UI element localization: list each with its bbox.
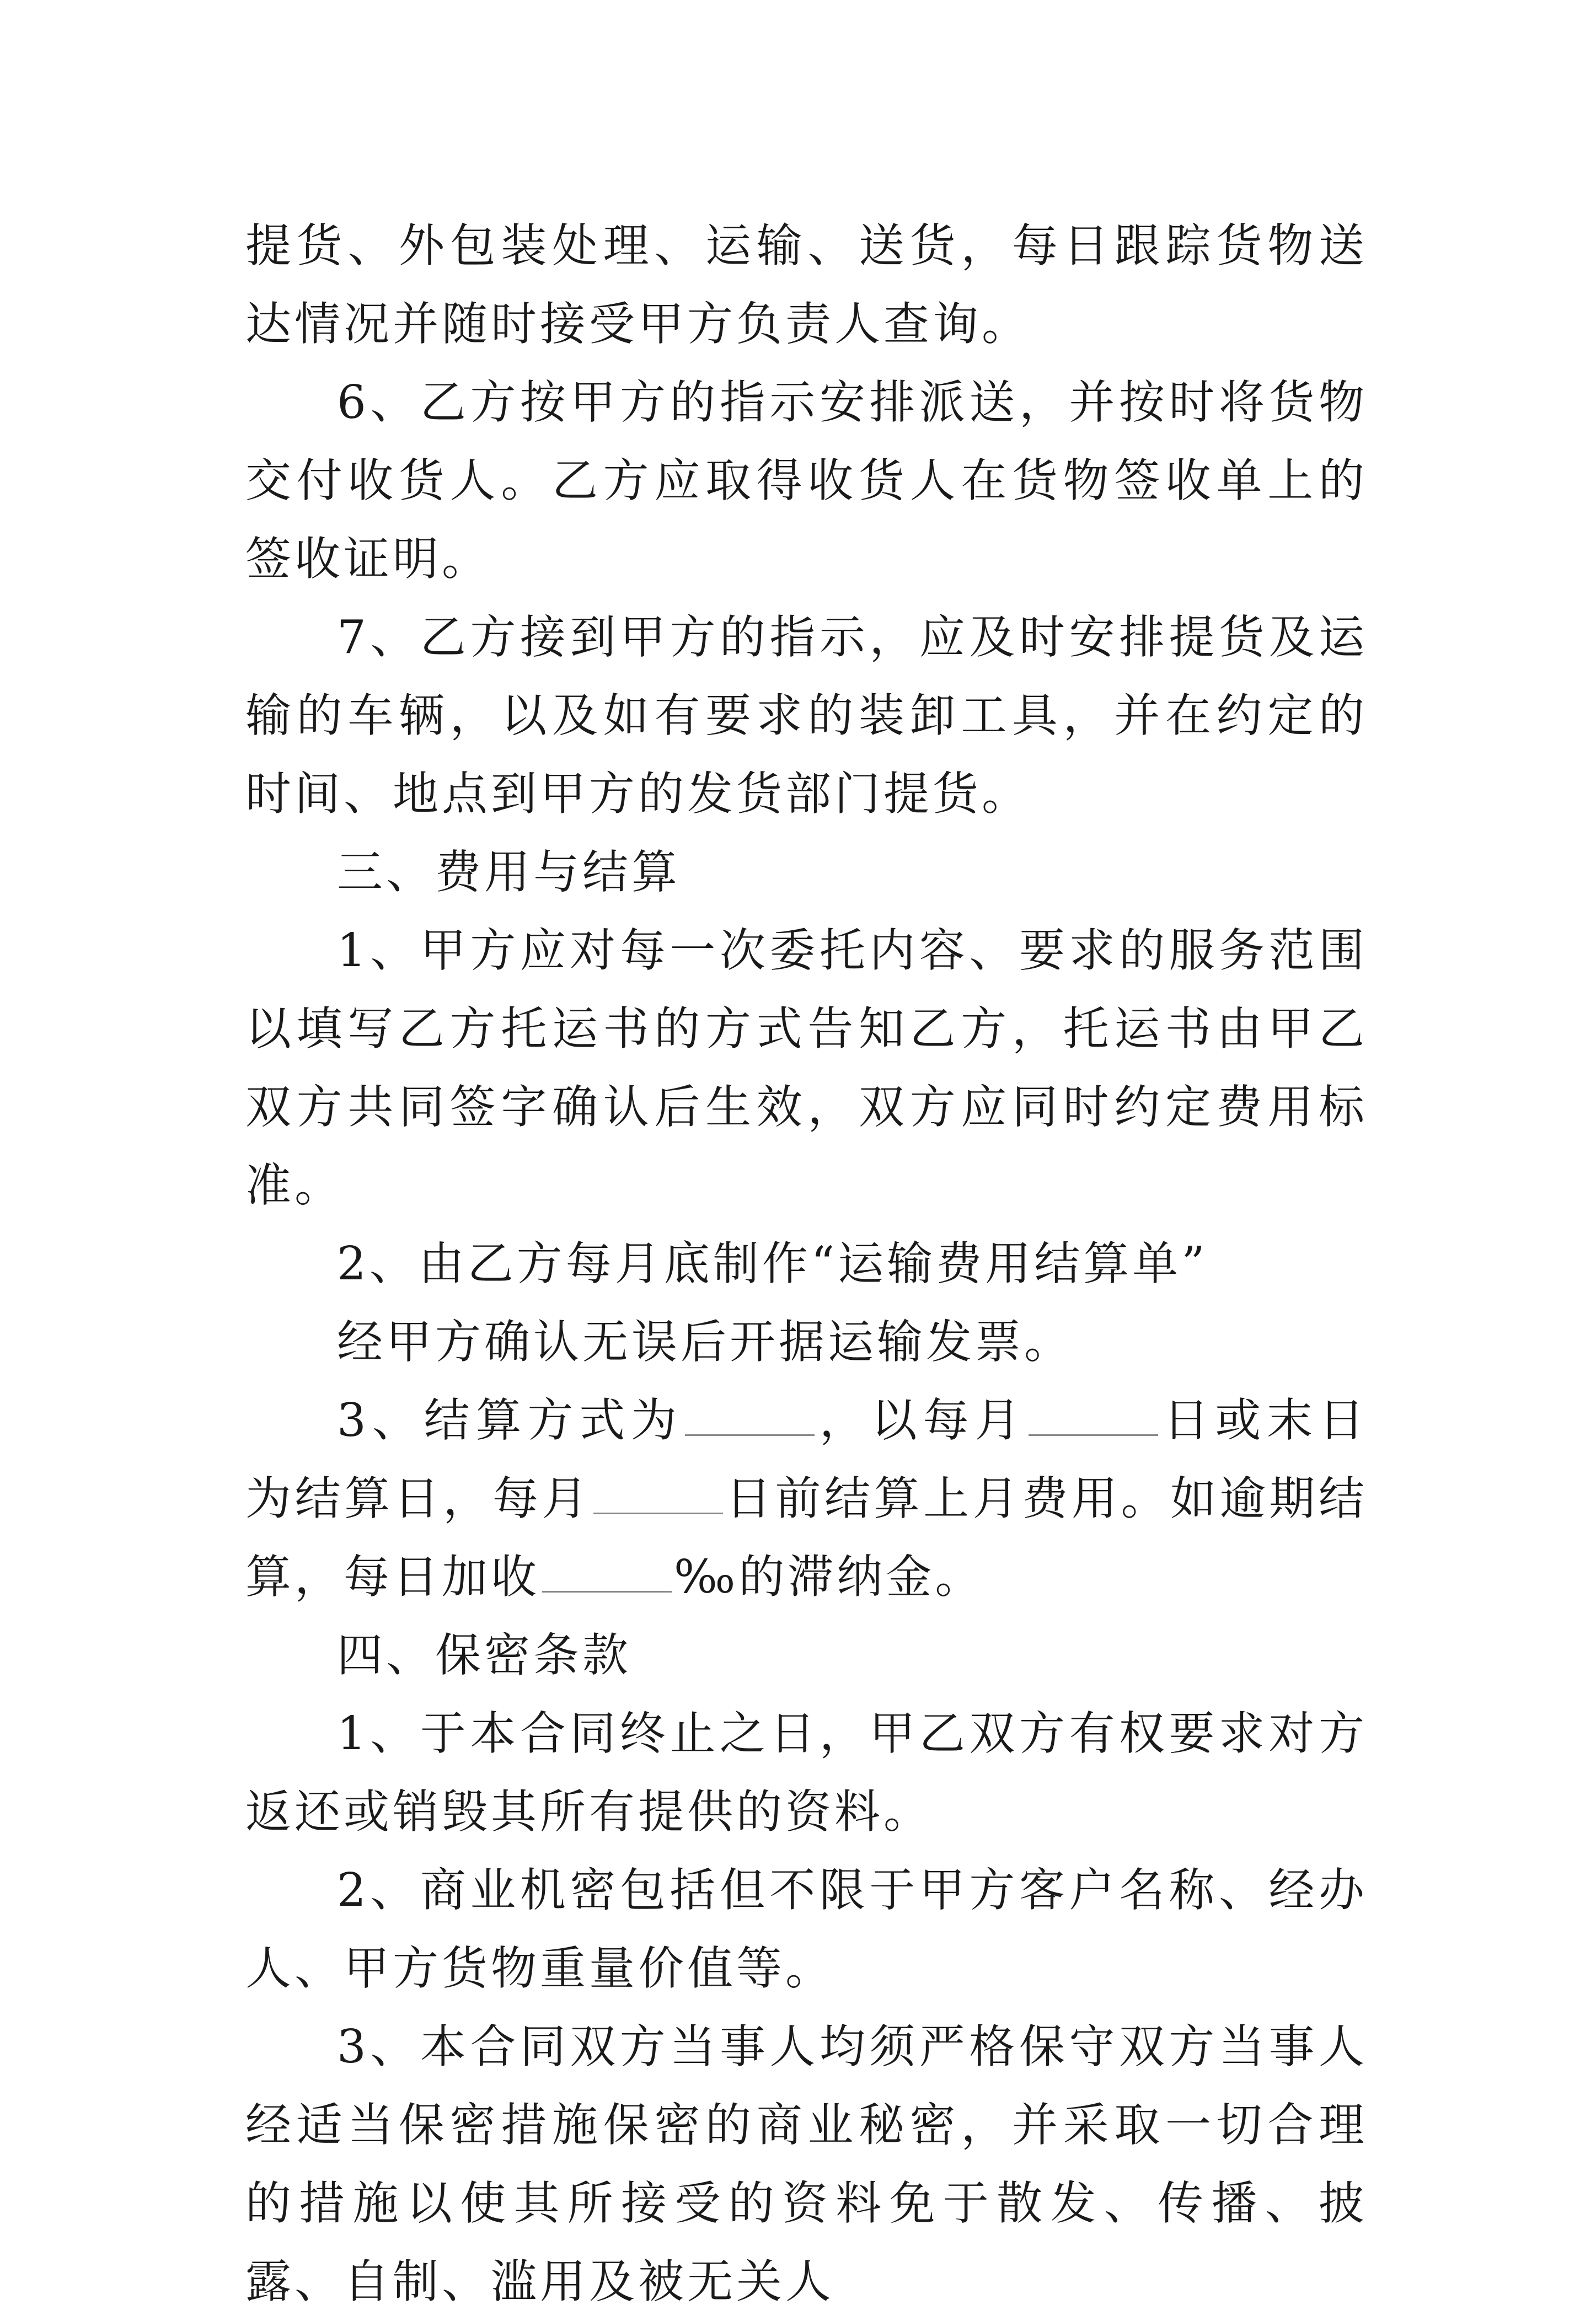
paragraph-fees-clause-1: 1、甲方应对每一次委托内容、要求的服务范围以填写乙方托运书的方式告知乙方，托运书由甲乙双方共同签字确认后生效，双方应同时约定费用标准。	[245, 924, 1368, 1212]
settlement-text-2: ，以每月	[817, 1393, 1027, 1447]
settlement-text-1: 3、结算方式为	[337, 1393, 683, 1447]
contract-text	[245, 207, 1368, 2321]
paragraph-fees-clause-3	[245, 1381, 1368, 1616]
blank-field-payment-day	[593, 1474, 723, 1514]
settlement-text-4: 日前结算上月费用。如逾期结算，每日加收	[245, 1472, 1368, 1604]
paragraph-delivery-tracking: 提货、外包装处理、运输、送货，每日跟踪货物送达情况并随时接受甲方负责人查询。	[245, 219, 1368, 351]
settlement-text-5: ‰的滞纳金。	[674, 1550, 984, 1604]
paragraph-invoice: 经甲方确认无误后开据运输发票。	[337, 1315, 1073, 1369]
paragraph-confidentiality-clause-2: 2、商业机密包括但不限于甲方客户名称、经办人、甲方货物重量价值等。	[245, 1863, 1368, 1995]
paragraph-clause-7: 7、乙方接到甲方的指示，应及时安排提货及运输的车辆，以及如有要求的装卸工具，并在约定的时间、地点到甲方的发货部门提货。	[245, 610, 1368, 821]
paragraph-confidentiality-clause-3: 3、本合同双方当事人均须严格保守双方当事人经适当保密措施保密的商业秘密，并采取一切合理的措施以使其所接受的资料免于散发、传播、披露、自制、滥用及被无关人	[245, 2020, 1368, 2308]
section-heading-confidentiality: 四、保密条款	[337, 1628, 631, 1682]
paragraph-fees-clause-2: 2、由乙方每月底制作“运输费用结算单”	[337, 1237, 1208, 1290]
blank-field-settlement-day	[1029, 1396, 1158, 1436]
blank-field-settlement-method	[685, 1396, 815, 1436]
settlement-text-3: 日或末日为结算日，每月	[245, 1393, 1368, 1525]
paragraph-clause-6: 6、乙方按甲方的指示安排派送，并按时将货物交付收货人。乙方应取得收货人在货物签收单上的签收证明。	[245, 376, 1368, 586]
blank-field-late-fee-rate	[542, 1552, 672, 1593]
section-heading-fees: 三、费用与结算	[337, 845, 681, 899]
paragraph-confidentiality-clause-1: 1、于本合同终止之日，甲乙双方有权要求对方返还或销毁其所有提供的资料。	[245, 1707, 1368, 1838]
